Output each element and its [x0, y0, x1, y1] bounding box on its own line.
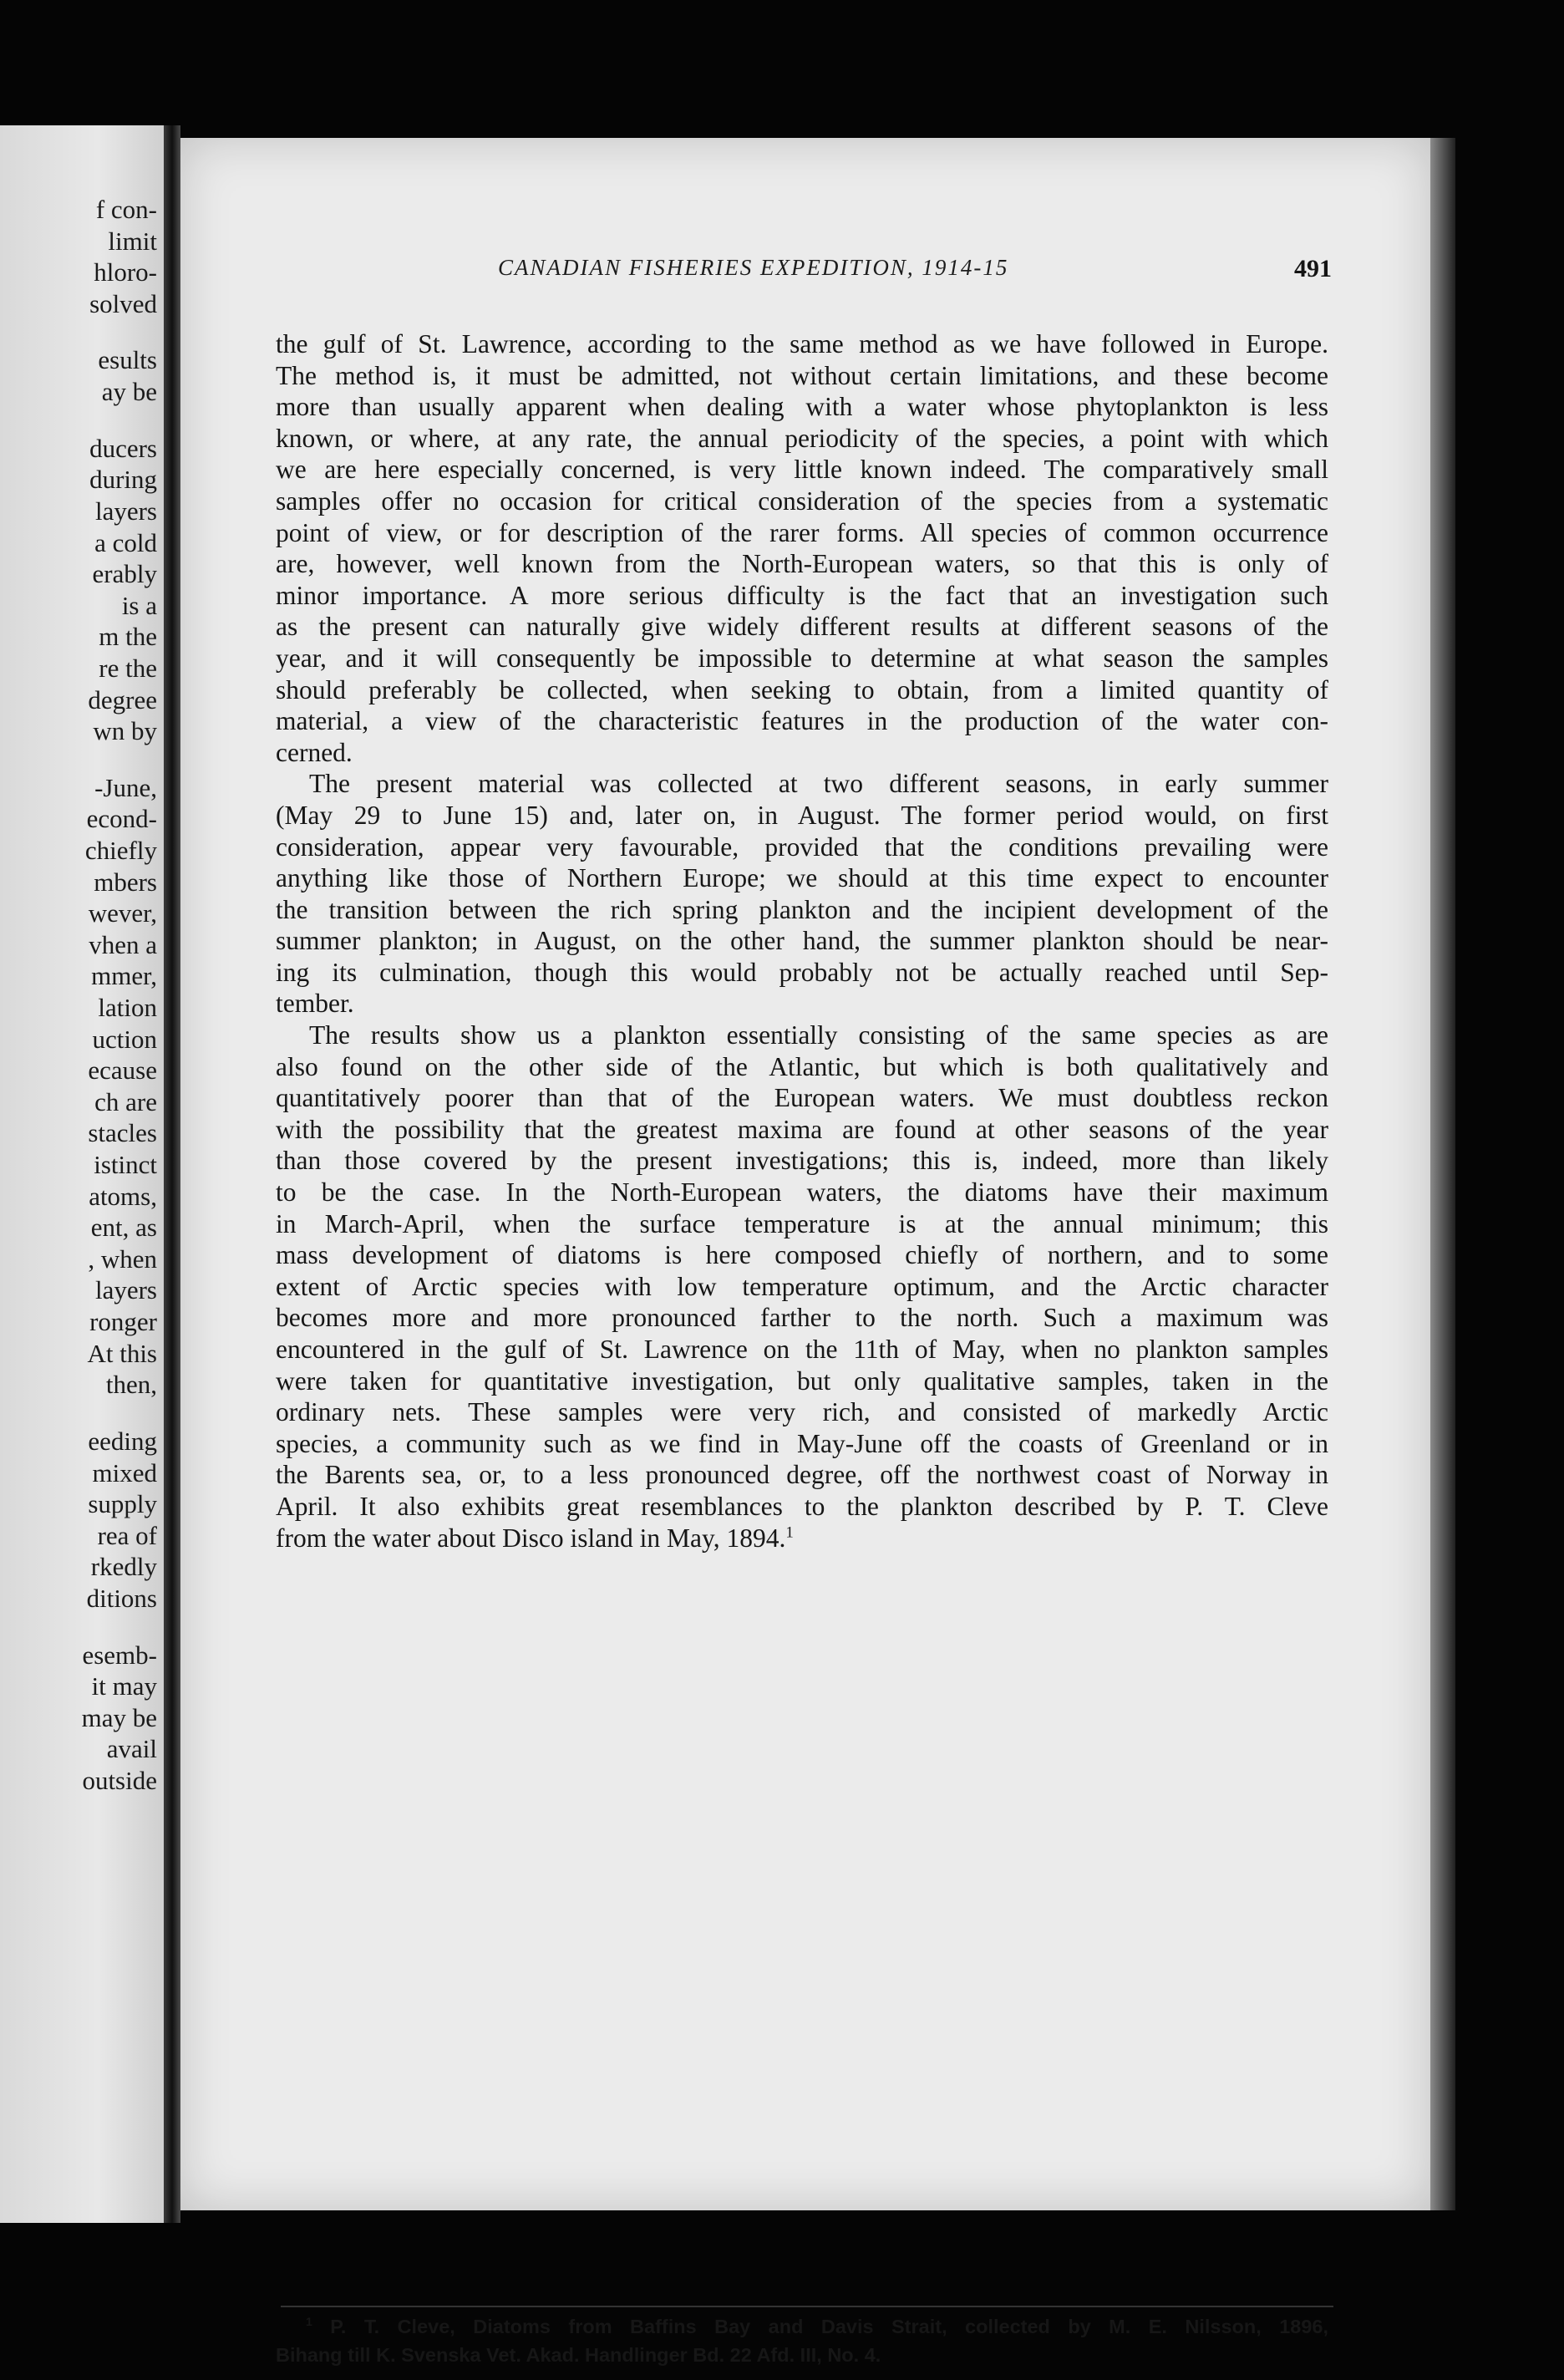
facing-page-line: may be: [81, 1702, 157, 1732]
text-line: also found on the other side of the Atlantic, but which is both qualitatively and: [276, 1051, 1328, 1081]
facing-page-line: a cold: [94, 527, 157, 557]
facing-page-line: mbers: [94, 867, 157, 897]
page-gutter: [164, 125, 180, 2223]
facing-page-line: re the: [99, 653, 157, 683]
facing-page-line: chiefly: [84, 836, 157, 866]
facing-page-line: At this: [87, 1338, 157, 1368]
facing-page-line: ecause: [88, 1055, 157, 1086]
text-line: the transition between the rich spring plankton and the incipient development of the: [276, 894, 1328, 924]
body-text: [276, 328, 1328, 1554]
facing-page-line: layers: [94, 1275, 157, 1305]
text-line: mass development of diatoms is here composed chiefly of northern, and to some: [276, 1240, 1328, 1270]
facing-page-line: erably: [92, 559, 157, 589]
text-line: more than usually apparent when dealing with a water whose phytoplankton is less: [276, 392, 1328, 422]
facing-page-line: outside: [82, 1766, 157, 1795]
facing-page-line: solved: [89, 288, 157, 318]
facing-page-line: hloro-: [94, 257, 157, 287]
text-line: encountered in the gulf of St. Lawrence on the 11th of May, when no plankton samples: [276, 1335, 1328, 1364]
text-line: April. It also exhibits great resemblances to the plankton described by P. T. Cleve: [276, 1491, 1328, 1521]
facing-page-line: uction: [92, 1024, 157, 1054]
text-line: as the present can naturally give widely different results at different seasons of the: [276, 612, 1328, 642]
facing-page-line: atoms,: [89, 1181, 157, 1211]
text-line: the gulf of St. Lawrence, according to the same method as we have followed in Europe.: [276, 329, 1328, 359]
facing-page-line: rea of: [97, 1520, 157, 1550]
footnote-line-1: [276, 2312, 1328, 2341]
text-line: summer plankton; in August, on the other hand, the summer plankton should be near-: [276, 926, 1328, 956]
text-line: material, a view of the characteristic features in the production of the water con-: [276, 706, 1328, 736]
text-line: cerned.: [276, 737, 353, 767]
text-line: species, a community such as we find in May-June off the coasts of Greenland or in: [276, 1428, 1328, 1458]
text-line: The results show us a plankton essentially consisting of the same species as are: [309, 1020, 1328, 1050]
facing-page-line: esemb-: [82, 1640, 157, 1670]
facing-page-line: istinct: [94, 1150, 157, 1180]
footnote-rule: [180, 2302, 1430, 2311]
book-page: [180, 138, 1430, 2366]
facing-page-line: mmer,: [91, 961, 157, 991]
text-line: in March-April, when the surface temperature is at the annual minimum; this: [276, 1208, 1328, 1238]
facing-page-line: lation: [98, 993, 157, 1023]
facing-page-line: rkedly: [90, 1552, 157, 1582]
facing-page-line: f con-: [95, 195, 157, 224]
text-line: extent of Arctic species with low temperature optimum, and the Arctic character: [276, 1271, 1328, 1301]
text-line: point of view, or for description of the rarer forms. All species of common occurrence: [276, 517, 1328, 547]
facing-page-line: during: [89, 465, 157, 495]
facing-page-line: then,: [105, 1370, 157, 1400]
facing-page-line: eeding: [88, 1426, 157, 1456]
text-line: anything like those of Northern Europe; we should at this time expect to encounter: [276, 863, 1328, 893]
facing-page-line: ditions: [86, 1583, 157, 1613]
facing-page-line: -June,: [94, 772, 157, 802]
facing-page-line: wn by: [93, 716, 157, 746]
facing-page-line: ay be: [101, 377, 157, 407]
facing-page-line: , when: [88, 1243, 157, 1274]
facing-page-line: it may: [91, 1671, 157, 1701]
text-line: from the water about Disco island in May, 1894.$^1$: [276, 1523, 794, 1553]
facing-page-line: mixed: [92, 1457, 157, 1488]
text-line: should preferably be collected, when seeking to obtain, from a limited quantity of: [276, 674, 1328, 704]
footnote-marker: 1: [306, 2315, 312, 2329]
text-line: becomes more and more pronounced farther to the north. Such a maximum was: [276, 1303, 1328, 1333]
text-line: we are here especially concerned, is very little known indeed. The comparatively small: [276, 455, 1328, 485]
facing-page-line: stacles: [88, 1118, 157, 1148]
facing-page-line: econd-: [86, 804, 157, 834]
footnote-text-1: P. T. Cleve, Diatoms from Baffins Bay and Davis Strait, collected by M. E. Nilsson, 1896,: [330, 2316, 1328, 2337]
text-line: (May 29 to June 15) and, later on, in August. The former period would, on first: [276, 800, 1328, 830]
text-line: consideration, appear very favourable, provided that the conditions prevailing were: [276, 831, 1328, 862]
text-line: are, however, well known from the North-European waters, so that this is only of: [276, 549, 1328, 579]
text-line: The method is, it must be admitted, not without certain limitations, and these become: [276, 360, 1328, 390]
facing-page-line: limit: [108, 226, 157, 256]
text-line: tember.: [276, 989, 354, 1019]
facing-page-line: ducers: [89, 433, 157, 463]
facing-page-line: vhen a: [89, 929, 157, 959]
facing-page-line: avail: [106, 1734, 157, 1764]
text-line: samples offer no occasion for critical consideration of the species from a systematic: [276, 486, 1328, 516]
facing-page-line: is a: [121, 590, 157, 620]
text-line: minor importance. A more serious difficulty is the fact that an investigation such: [276, 580, 1328, 610]
text-line: The present material was collected at two different seasons, in early summer: [309, 769, 1328, 799]
running-head: [180, 255, 1430, 288]
page-edge: [1430, 138, 1455, 2210]
text-line: ordinary nets. These samples were very rich, and consisted of markedly Arctic: [276, 1397, 1328, 1427]
footnote: [276, 2312, 1328, 2369]
footnote-line-2: Bihang till K. Svenska Vet. Akad. Handlinger Bd. 22 Afd. III, No. 4.: [276, 2344, 881, 2366]
facing-page-line: wever,: [88, 898, 157, 928]
facing-page-line: supply: [88, 1489, 157, 1519]
running-title: CANADIAN FISHERIES EXPEDITION, 1914-15: [498, 255, 1009, 280]
facing-page-line: ch are: [94, 1086, 157, 1116]
text-line: the Barents sea, or, to a less pronounced degree, off the northwest coast of Norway in: [276, 1460, 1328, 1490]
facing-page-line: m the: [99, 622, 157, 652]
facing-page-line: esults: [98, 345, 157, 375]
facing-page-line: degree: [88, 684, 157, 715]
text-line: were taken for quantitative investigation, but only qualitative samples, taken in the: [276, 1365, 1328, 1396]
facing-page-line: ronger: [89, 1307, 157, 1337]
text-line: year, and it will consequently be impossible to determine at what season the samples: [276, 643, 1328, 673]
footnote-reference: 1: [785, 1523, 794, 1542]
facing-page-fragment: [0, 125, 164, 2223]
text-line: quantitatively poorer than that of the European waters. We must doubtless reckon: [276, 1083, 1328, 1113]
facing-page-line: ent, as: [90, 1213, 157, 1243]
text-line: with the possibility that the greatest maxima are found at other seasons of the year: [276, 1114, 1328, 1144]
page-number: 491: [1294, 255, 1332, 282]
text-line: ing its culmination, though this would probably not be actually reached until Sep-: [276, 957, 1328, 987]
text-line: known, or where, at any rate, the annual periodicity of the species, a point with which: [276, 423, 1328, 453]
text-line: to be the case. In the North-European waters, the diatoms have their maximum: [276, 1177, 1328, 1208]
facing-page-line: layers: [94, 496, 157, 526]
text-line: than those covered by the present investigations; this is, indeed, more than likely: [276, 1146, 1328, 1176]
